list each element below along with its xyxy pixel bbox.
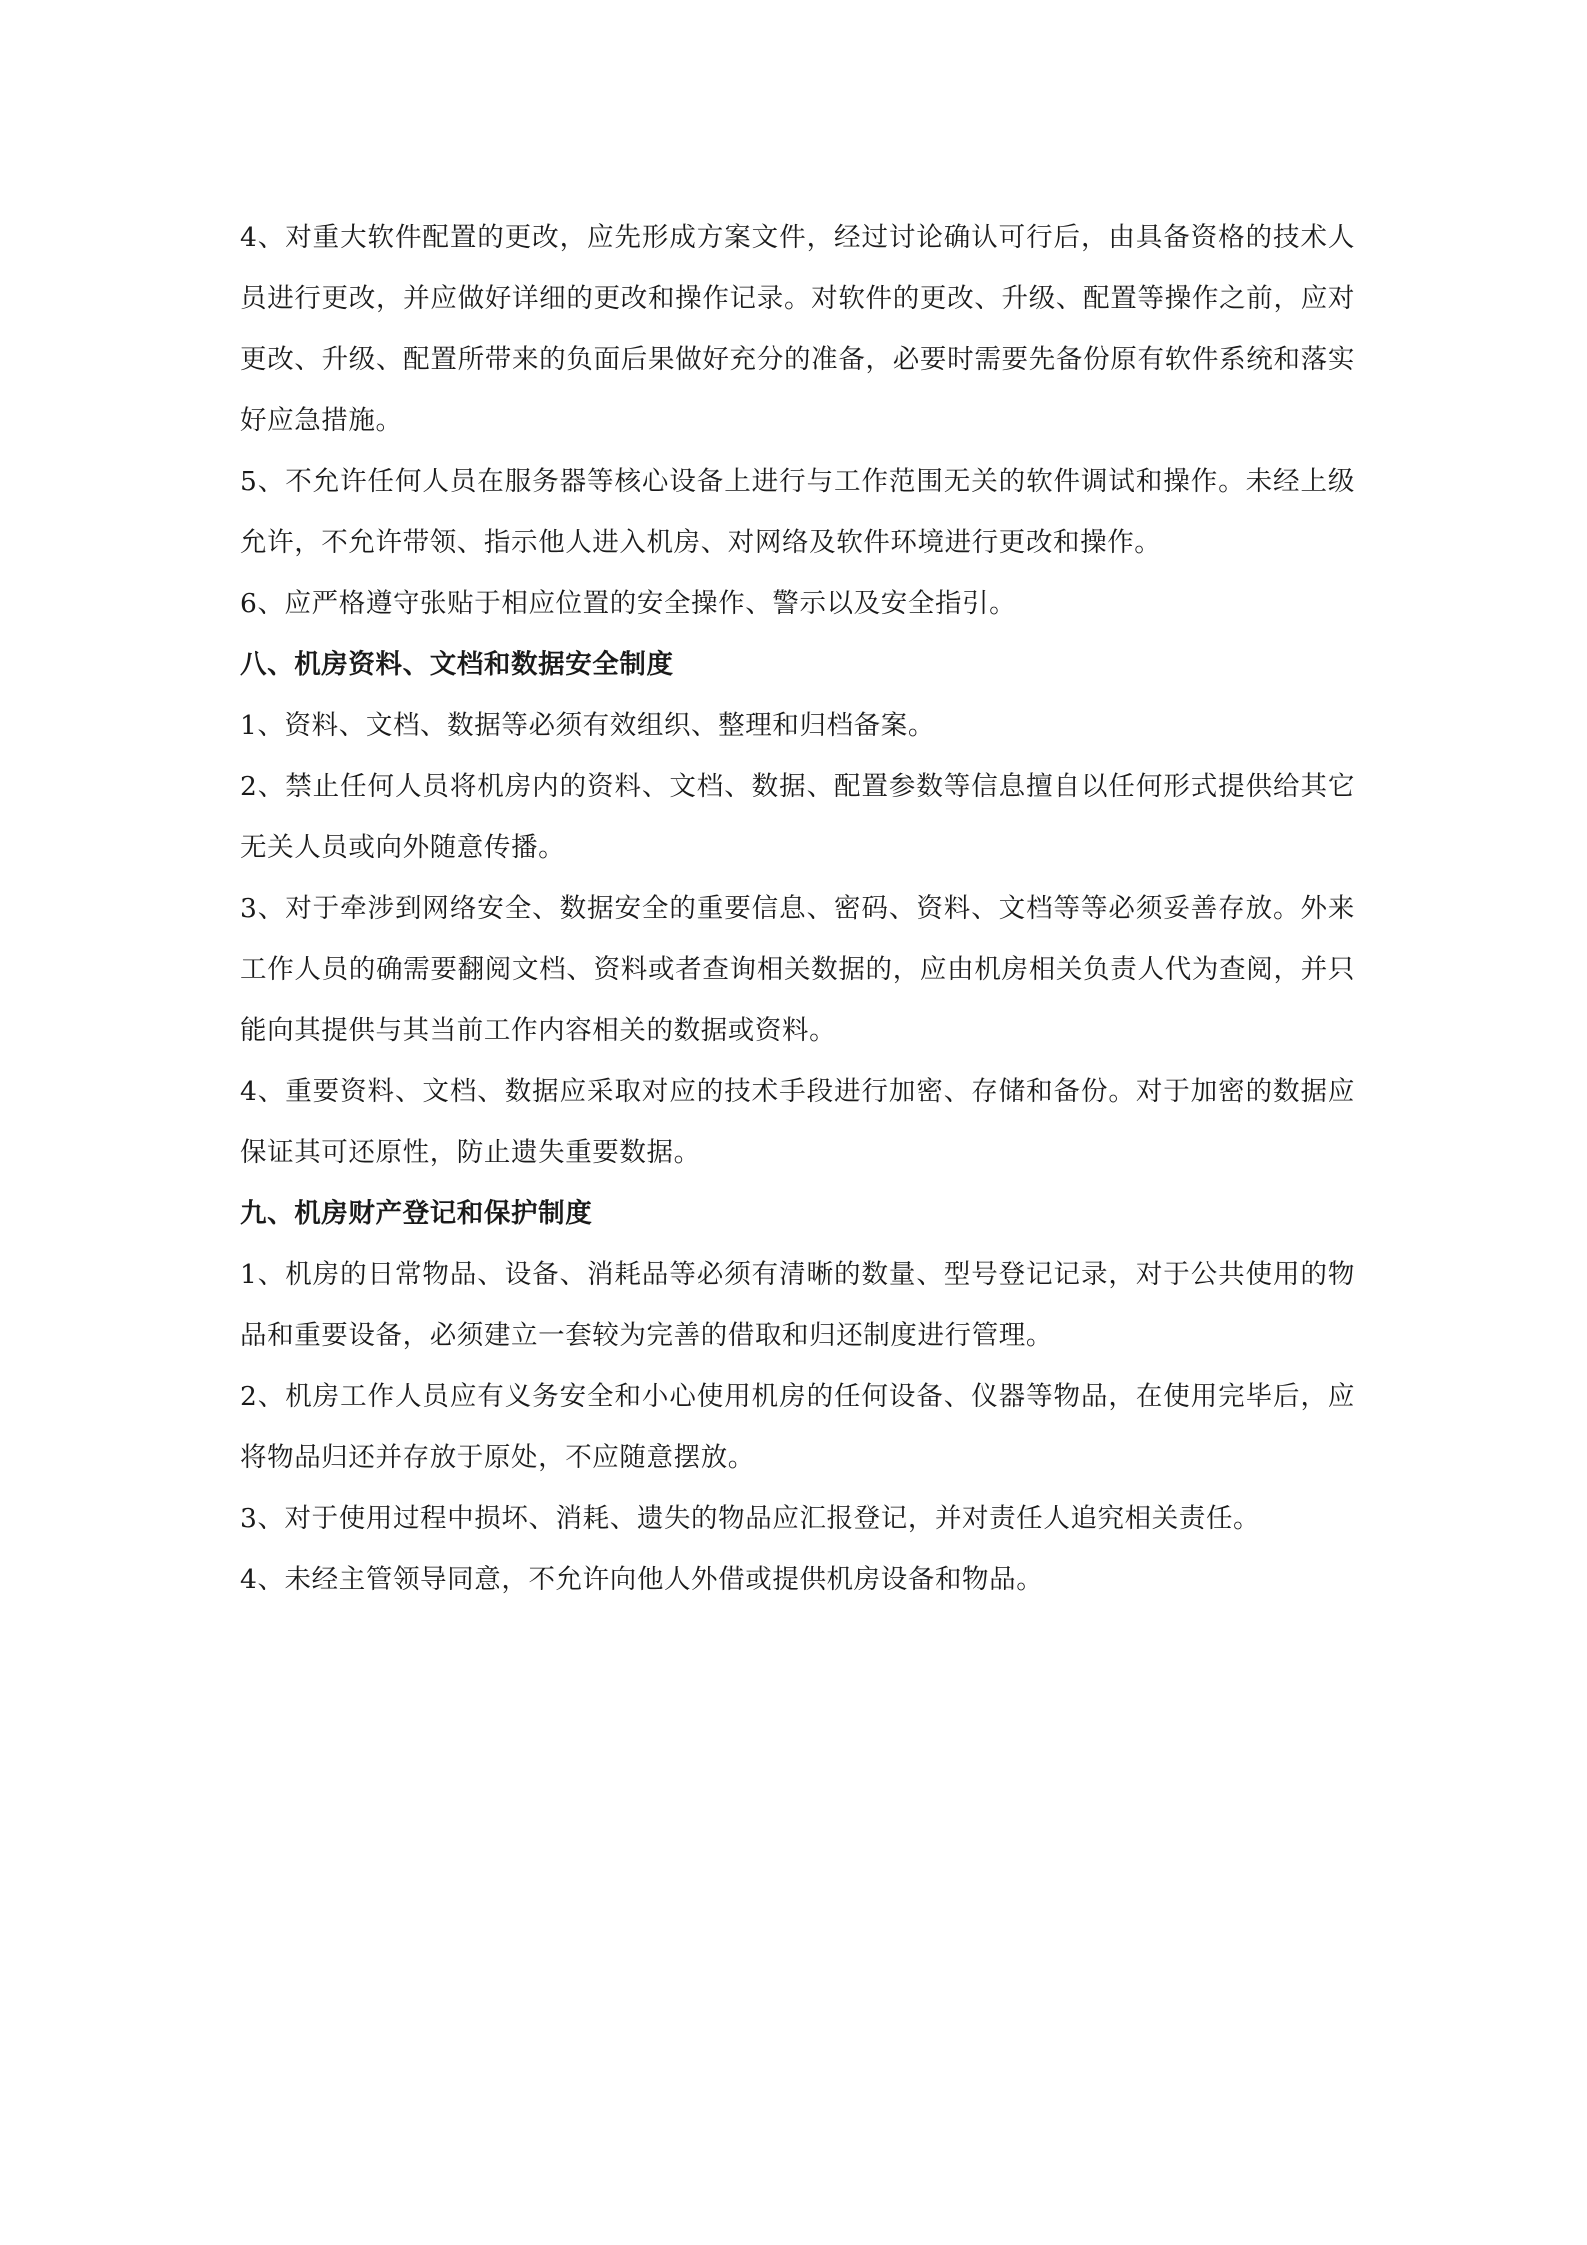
- section8-heading: 八、机房资料、文档和数据安全制度: [240, 649, 674, 680]
- section9-item4-paragraph: 4、未经主管领导同意，不允许向他人外借或提供机房设备和物品。: [240, 1564, 1044, 1595]
- section7-item6-paragraph: 6、应严格遵守张贴于相应位置的安全操作、警示以及安全指引。: [240, 588, 1017, 619]
- document-body: [240, 207, 1355, 1610]
- section7-item5-paragraph: 5、不允许任何人员在服务器等核心设备上进行与工作范围无关的软件调试和操作。未经上级允许，不允许带领、指示他人进入机房、对网络及软件环境进行更改和操作。: [240, 466, 1355, 558]
- section9-item3-paragraph: 3、对于使用过程中损坏、消耗、遗失的物品应汇报登记，并对责任人追究相关责任。: [240, 1503, 1261, 1534]
- section8-item3-paragraph: 3、对于牵涉到网络安全、数据安全的重要信息、密码、资料、文档等等必须妥善存放。外来工作人员的确需要翻阅文档、资料或者查询相关数据的，应由机房相关负责人代为查阅，并只能向其提供与其当前工作内容相关的数据或资料。: [240, 893, 1355, 1046]
- section8-item1-paragraph: 1、资料、文档、数据等必须有效组织、整理和归档备案。: [240, 710, 935, 741]
- section8-item2-paragraph: 2、禁止任何人员将机房内的资料、文档、数据、配置参数等信息擅自以任何形式提供给其它无关人员或向外随意传播。: [240, 771, 1355, 863]
- section9-heading: 九、机房财产登记和保护制度: [240, 1198, 593, 1229]
- section7-item4-paragraph: 4、对重大软件配置的更改，应先形成方案文件，经过讨论确认可行后，由具备资格的技术人员进行更改，并应做好详细的更改和操作记录。对软件的更改、升级、配置等操作之前，应对更改、升级、配置所带来的负面后果做好充分的准备，必要时需要先备份原有软件系统和落实好应急措施。: [240, 222, 1355, 436]
- section8-item4-paragraph: 4、重要资料、文档、数据应采取对应的技术手段进行加密、存储和备份。对于加密的数据应保证其可还原性，防止遗失重要数据。: [240, 1076, 1355, 1168]
- section9-item1-paragraph: 1、机房的日常物品、设备、消耗品等必须有清晰的数量、型号登记记录，对于公共使用的物品和重要设备，必须建立一套较为完善的借取和归还制度进行管理。: [240, 1259, 1355, 1351]
- section9-item2-paragraph: 2、机房工作人员应有义务安全和小心使用机房的任何设备、仪器等物品，在使用完毕后，应将物品归还并存放于原处，不应随意摆放。: [240, 1381, 1355, 1473]
